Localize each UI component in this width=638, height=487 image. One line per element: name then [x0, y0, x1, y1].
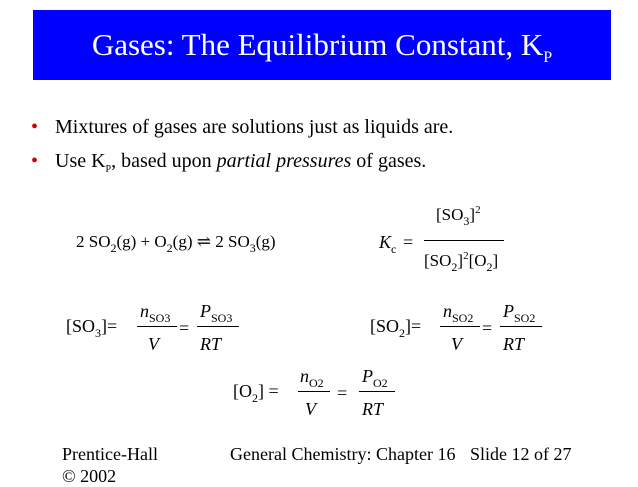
so2-rt: RT	[503, 334, 525, 354]
o2-n	[300, 366, 324, 390]
reaction-part: (g) + O	[116, 232, 167, 251]
kc-num-part: ]	[469, 205, 476, 224]
bullet-item	[31, 113, 454, 147]
bullet-text-mid: , based upon	[111, 150, 217, 172]
kc-num-superscript: 2	[475, 204, 481, 216]
so3-n	[140, 301, 171, 325]
footer-copyright: © 2002	[62, 466, 117, 486]
kc-den-subscript: 2	[486, 260, 493, 274]
bullet-item	[31, 147, 453, 181]
o2-lhs	[233, 381, 279, 405]
so3-lhs-part: ]=	[101, 316, 118, 336]
n-subscript: O	[309, 376, 318, 390]
kc-num-subscript: 3	[463, 214, 470, 228]
so2-fraction-line-1	[440, 326, 480, 327]
so2-fraction-line-2	[500, 326, 542, 327]
so3-p	[200, 301, 233, 325]
bullet-icon: •	[31, 116, 39, 138]
reaction-part: 2 SO	[76, 232, 111, 251]
kc-symbol	[379, 232, 397, 256]
kc-numerator	[436, 204, 481, 228]
reaction-subscript: 2	[166, 241, 173, 255]
kc-den-part: [O	[468, 251, 487, 270]
so2-p	[503, 301, 536, 325]
kc-denominator	[424, 250, 499, 274]
kc-den-subscript: 2	[451, 260, 458, 274]
title-subscript: P	[543, 49, 553, 66]
bullet-list	[31, 113, 454, 181]
so3-rt: RT	[200, 334, 222, 354]
o2-lhs-part: [O	[233, 381, 252, 401]
reaction-part: 2 SO	[211, 232, 250, 251]
slide-title	[33, 10, 611, 80]
bullet-text-post: of gases.	[351, 150, 427, 172]
so2-equals: =	[482, 318, 493, 338]
so3-lhs	[66, 316, 118, 340]
o2-equals: =	[337, 383, 348, 403]
n-symbol: n	[300, 366, 309, 386]
so2-n	[443, 301, 474, 325]
reaction-part: (g)	[172, 232, 197, 251]
o2-lhs-subscript: 2	[252, 391, 258, 405]
kc-den-part: ]	[492, 251, 499, 270]
p-symbol: P	[503, 301, 514, 321]
kc-num-part: [SO	[436, 205, 464, 224]
kc-den-part: ]	[457, 251, 464, 270]
n-subscript-number: 2	[317, 376, 324, 390]
so3-fraction-line-2	[197, 326, 239, 327]
p-subscript: SO	[211, 311, 227, 325]
n-subscript-number: 2	[467, 311, 474, 325]
n-symbol: n	[443, 301, 452, 321]
reaction-equation	[76, 232, 276, 255]
so2-lhs-subscript: 2	[399, 326, 406, 340]
footer-slide-number: Slide 12 of 27	[470, 444, 572, 464]
kc-equals: =	[403, 232, 414, 252]
p-subscript: O	[373, 376, 382, 390]
p-symbol: P	[362, 366, 373, 386]
so3-lhs-part: [SO	[66, 316, 96, 336]
p-subscript: SO	[514, 311, 530, 325]
so3-equals: =	[179, 318, 190, 338]
reaction-subscript: 2	[110, 241, 117, 255]
bullet-text: Mixtures of gases are solutions just as liquids are.	[55, 116, 454, 138]
p-subscript-number: 2	[529, 311, 536, 325]
p-subscript-number: 3	[226, 311, 233, 325]
o2-fraction-line-1	[298, 391, 330, 392]
kc-letter: K	[379, 232, 392, 252]
n-subscript: SO	[149, 311, 165, 325]
o2-v: V	[305, 399, 316, 419]
o2-fraction-line-2	[359, 391, 395, 392]
o2-p	[362, 366, 388, 390]
p-subscript-number: 2	[381, 376, 388, 390]
p-symbol: P	[200, 301, 211, 321]
bullet-text-pre: Use K	[55, 150, 106, 172]
kc-den-part: [SO	[424, 251, 452, 270]
so3-lhs-subscript: 3	[95, 326, 102, 340]
n-subscript: SO	[452, 311, 468, 325]
equilibrium-arrow-icon: ⇌	[196, 232, 211, 251]
bullet-icon: •	[31, 150, 39, 172]
title-text: Gases: The Equilibrium Constant, K	[91, 27, 544, 62]
footer-publisher: Prentice-Hall	[62, 444, 158, 464]
so2-v: V	[451, 334, 462, 354]
so2-lhs-part: [SO	[370, 316, 400, 336]
so3-fraction-line-1	[137, 326, 177, 327]
reaction-subscript: 3	[249, 241, 256, 255]
bullet-kp-subscript: P	[105, 164, 112, 175]
n-symbol: n	[140, 301, 149, 321]
so3-v: V	[148, 334, 159, 354]
reaction-part: (g)	[255, 232, 276, 251]
footer-chapter: General Chemistry: Chapter 16	[230, 444, 456, 464]
so2-lhs	[370, 316, 422, 340]
kc-subscript: c	[391, 242, 397, 256]
kc-fraction-line	[424, 240, 504, 241]
bullet-emphasis: partial pressures	[216, 150, 352, 172]
n-subscript-number: 3	[164, 311, 171, 325]
kc-den-superscript: 2	[463, 250, 469, 262]
o2-lhs-part: ] =	[258, 381, 279, 401]
so2-lhs-part: ]=	[405, 316, 422, 336]
o2-rt: RT	[362, 399, 384, 419]
